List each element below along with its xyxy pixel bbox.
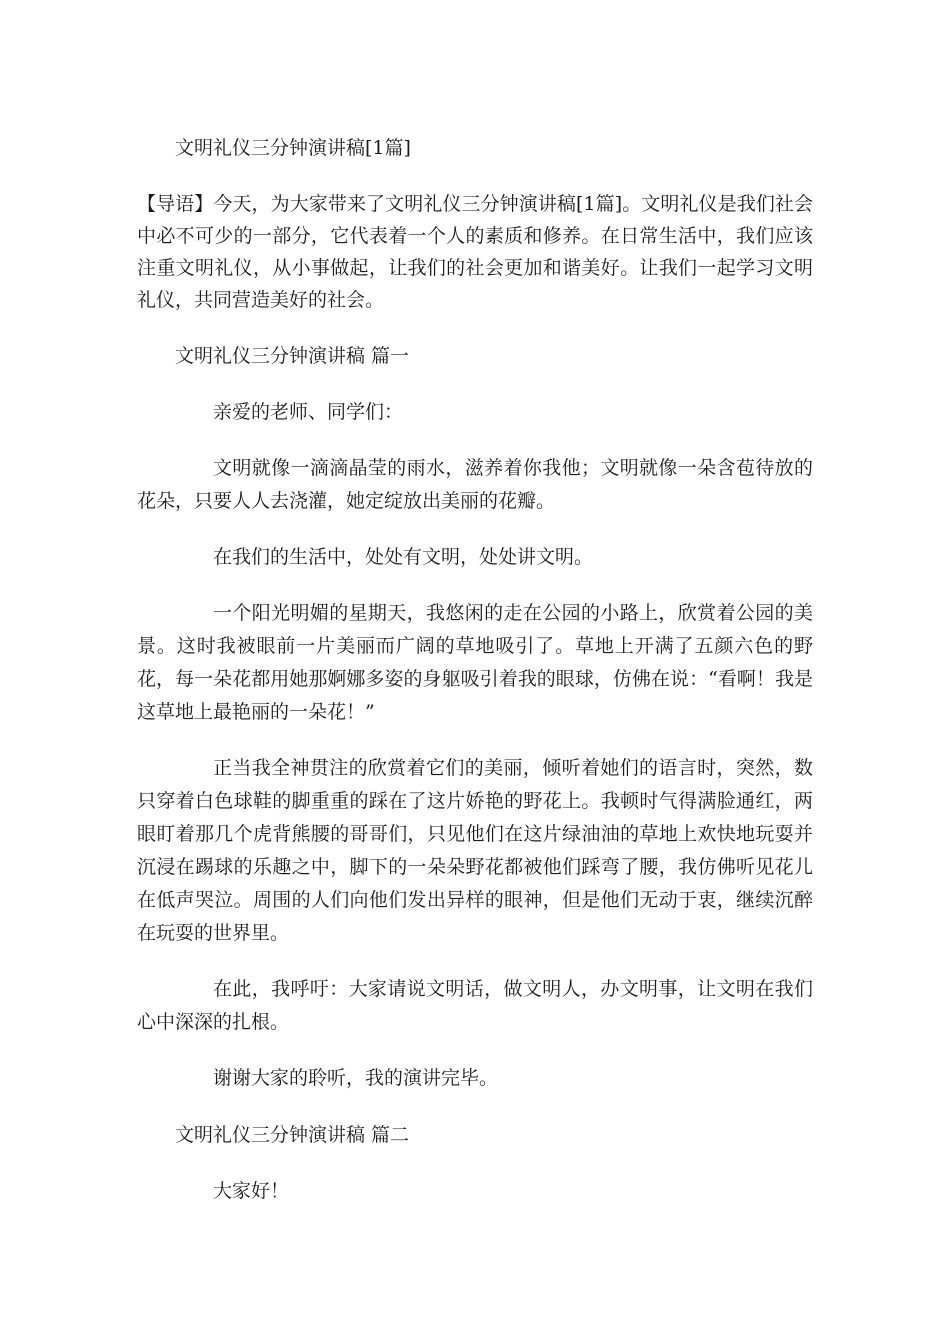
intro-paragraph: 【导语】今天，为大家带来了文明礼仪三分钟演讲稿[1篇]。文明礼仪是我们社会中必不可少的一部分，它代表着一个人的素质和修养。在日常生活中，我们应该注重文明礼仪，从小事做起，让我们的社会更加和谐美好。让我们一起学习文明礼仪，共同营造美好的社会。 (137, 193, 813, 311)
body-paragraph: 在我们的生活中，处处有文明，处处讲文明。 (213, 546, 594, 568)
document-title: 文明礼仪三分钟演讲稿[1篇] (175, 137, 411, 159)
salutation: 大家好！ (213, 1180, 290, 1202)
section-heading-1: 文明礼仪三分钟演讲稿 篇一 (175, 345, 410, 367)
body-paragraph: 文明就像一滴滴晶莹的雨水，滋养着你我他；文明就像一朵含苞待放的花朵，只要人人去浇灌，她定绽放出美丽的花瓣。 (137, 457, 813, 512)
section-heading-2: 文明礼仪三分钟演讲稿 篇二 (175, 1124, 410, 1146)
body-paragraph: 正当我全神贯注的欣赏着它们的美丽，倾听着她们的语言时，突然，数只穿着白色球鞋的脚重重的踩在了这片娇艳的野花上。我顿时气得满脸通红，两眼盯着那几个虎背熊腰的哥哥们，只见他们在这片绿油油的草地上欢快地玩耍并沉浸在踢球的乐趣之中，脚下的一朵朵野花都被他们踩弯了腰，我仿佛听见花儿在低声哭泣。周围的人们向他们发出异样的眼神，但是他们无动于衷，继续沉醉在玩耍的世界里。 (137, 757, 813, 944)
body-paragraph: 在此，我呼吁：大家请说文明话，做文明人，办文明事，让文明在我们心中深深的扎根。 (137, 978, 813, 1033)
closing-paragraph: 谢谢大家的聆听，我的演讲完毕。 (213, 1067, 499, 1089)
body-paragraph: 一个阳光明媚的星期天，我悠闲的走在公园的小路上，欣赏着公园的美景。这时我被眼前一片美丽而广阔的草地吸引了。草地上开满了五颜六色的野花，每一朵花都用她那婀娜多姿的身躯吸引着我的眼球，仿佛在说：“看啊！我是这草地上最艳丽的一朵花！” (137, 602, 813, 723)
salutation: 亲爱的老师、同学们： (213, 401, 404, 423)
document-body (137, 130, 813, 1208)
